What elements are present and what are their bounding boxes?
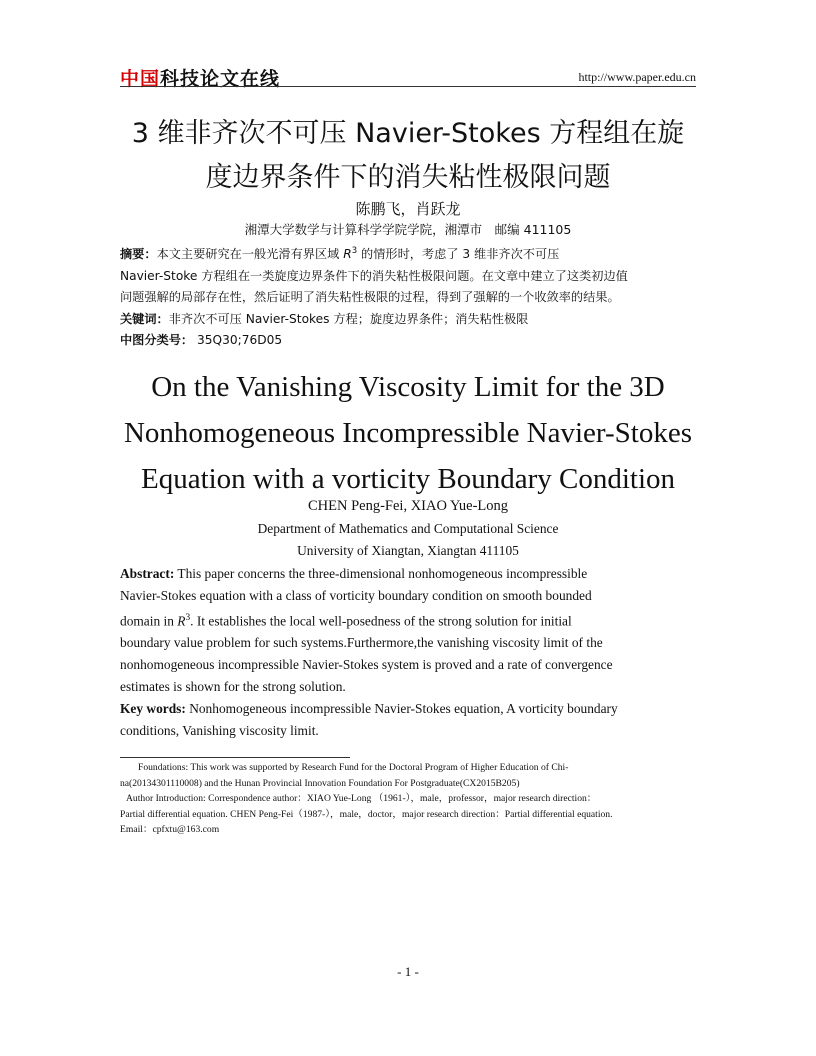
zh-abstract-line1 bbox=[120, 241, 696, 266]
logo-black-text: 科技论文在线 bbox=[160, 68, 281, 90]
zh-affiliation: 湘潭大学数学与计算科学学院学院，湘潭市 邮编 411105 bbox=[244, 222, 572, 237]
zh-class-label: 中图分类号： bbox=[120, 333, 194, 348]
footnote-email[interactable]: Email：cpfxtu@163.com bbox=[120, 824, 220, 835]
en-affiliation-line1: Department of Mathematics and Computational Science bbox=[257, 521, 559, 536]
en-abstract-label: Abstract: bbox=[120, 566, 175, 581]
en-abstract-line2: Navier-Stokes equation with a class of vorticity boundary condition on smooth bounded bbox=[120, 588, 592, 603]
zh-keywords bbox=[120, 309, 696, 331]
en-keywords-line2: conditions, Vanishing viscosity limit. bbox=[120, 723, 319, 739]
en-abstract-line3 bbox=[120, 607, 696, 632]
zh-abstract-label: 摘要： bbox=[120, 247, 157, 262]
zh-title-line2: 度边界条件下的消失粘性极限问题 bbox=[205, 162, 611, 193]
math-sup: 3 bbox=[185, 613, 191, 623]
footnote-foundations-line2: na(20134301110008) and the Hunan Provincial Innovation Foundation For Postgraduate(CX2015B205) bbox=[120, 777, 520, 789]
footnotes bbox=[120, 760, 696, 838]
math-R: R bbox=[343, 247, 352, 262]
en-keywords-text: Nonhomogeneous incompressible Navier-Stokes equation, A vorticity boundary bbox=[185, 701, 618, 717]
zh-keywords-label: 关键词： bbox=[120, 311, 169, 326]
header-rule bbox=[120, 86, 696, 87]
page-number: - 1 - bbox=[397, 964, 419, 979]
en-title-line2: Nonhomogeneous Incompressible Navier-Stokes bbox=[123, 417, 693, 449]
zh-abstract-text: 的情形时，考虑了 3 维非齐次不可压 bbox=[357, 247, 560, 262]
zh-abstract-text: 本文主要研究在一般光滑有界区域 bbox=[156, 247, 344, 262]
zh-abstract-line3: 问题强解的局部存在性，然后证明了消失粘性极限的过程，得到了强解的一个收敛率的结果。 bbox=[120, 290, 620, 305]
footnote-rule bbox=[120, 757, 350, 758]
en-abstract bbox=[120, 563, 696, 742]
en-title-line1: On the Vanishing Viscosity Limit for the 3D bbox=[151, 371, 665, 403]
en-abstract-line5: nonhomogeneous incompressible Navier-Stokes system is proved and a rate of convergence bbox=[120, 657, 613, 673]
en-keywords-label: Key words: bbox=[120, 701, 186, 717]
en-keywords-line1 bbox=[120, 698, 696, 720]
en-abstract-line4: boundary value problem for such systems.Furthermore,the vanishing viscosity limit of the bbox=[120, 635, 603, 651]
zh-keywords-text: 非齐次不可压 Navier-Stokes 方程；旋度边界条件；消失粘性极限 bbox=[168, 311, 529, 326]
en-abstract-text: . It establishes the local well-posedness of the strong solution for initial bbox=[190, 613, 572, 629]
math-R: R bbox=[177, 613, 186, 629]
en-affiliation-line2: University of Xiangtan, Xiangtan 411105 bbox=[297, 543, 519, 558]
en-abstract-text: domain in bbox=[120, 613, 178, 629]
zh-title-line1: 3 维非齐次不可压 Navier-Stokes 方程组在旋 bbox=[131, 118, 685, 149]
logo-red-text: 中国 bbox=[120, 68, 161, 90]
math-sup: 3 bbox=[351, 246, 358, 256]
zh-classification bbox=[120, 330, 696, 352]
zh-abstract-line2: Navier-Stoke 方程组在一类旋度边界条件下的消失粘性极限问题。在文章中建立了这类初边值 bbox=[120, 268, 628, 283]
zh-authors: 陈鹏飞，肖跃龙 bbox=[355, 200, 461, 218]
en-abstract-line6: estimates is shown for the strong solution. bbox=[120, 679, 346, 695]
header-url[interactable]: http://www.paper.edu.cn bbox=[578, 70, 696, 84]
footnote-foundations-line1: Foundations: This work was supported by Research Fund for the Doctoral Program of Higher Education of Chi- bbox=[138, 762, 569, 773]
en-title-line3: Equation with a vorticity Boundary Condition bbox=[140, 463, 676, 495]
zh-class-value: 35Q30;76D05 bbox=[193, 333, 283, 348]
en-abstract-text: This paper concerns the three-dimensional nonhomogeneous incompressible bbox=[174, 566, 588, 581]
en-authors: CHEN Peng-Fei, XIAO Yue-Long bbox=[307, 498, 509, 514]
footnote-author-line1: Author Introduction: Correspondence author：XIAO Yue-Long （1961-），male，professor，major research direction： bbox=[126, 793, 597, 804]
en-abstract-line1 bbox=[120, 563, 696, 585]
footnote-author-line2: Partial differential equation. CHEN Peng-Fei（1987-），male，doctor，major research direction：Partial differential equation. bbox=[120, 808, 613, 820]
en-title bbox=[100, 364, 716, 502]
zh-title bbox=[100, 112, 716, 200]
zh-abstract bbox=[120, 241, 696, 352]
